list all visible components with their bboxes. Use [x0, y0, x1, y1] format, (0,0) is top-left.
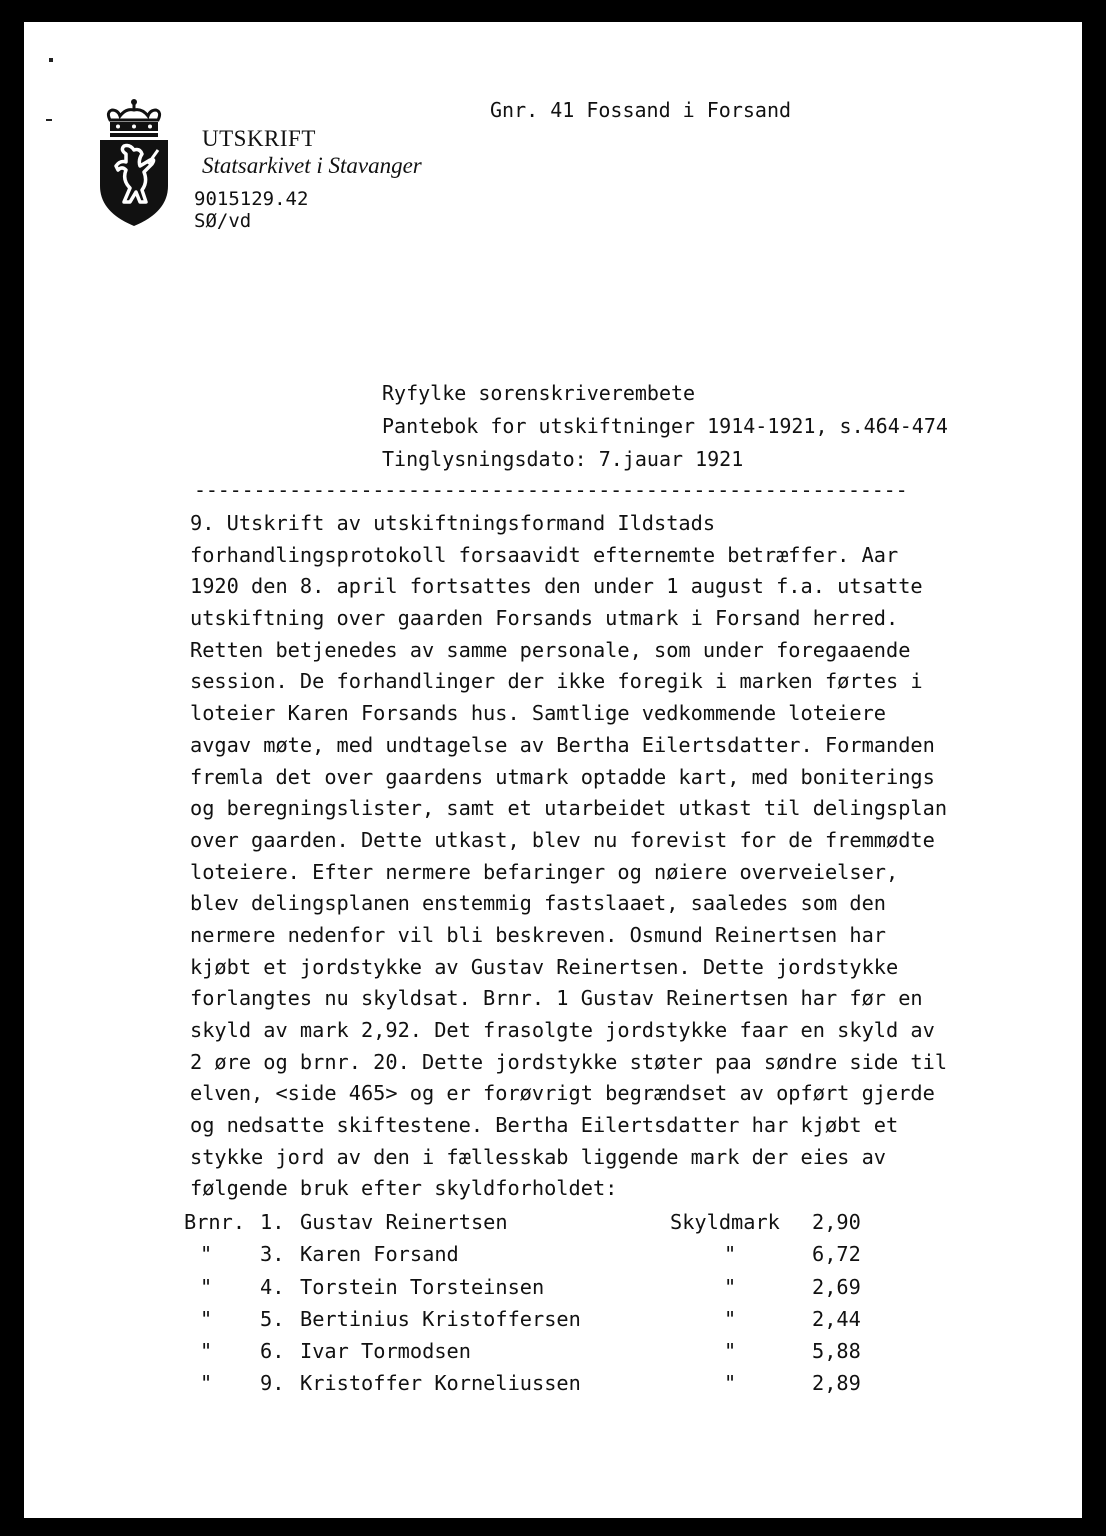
- row-unit: ": [724, 1242, 737, 1267]
- body-text: [190, 508, 947, 1205]
- row-value: 2,89: [812, 1371, 861, 1396]
- row-name: Ivar Tormodsen: [300, 1339, 471, 1364]
- row-name: Torstein Torsteinsen: [300, 1274, 545, 1299]
- row-name: Karen Forsand: [300, 1242, 459, 1267]
- row-value: 2,90: [812, 1210, 861, 1234]
- row-number: 6.: [260, 1339, 285, 1364]
- row-name: Kristoffer Korneliussen: [300, 1371, 581, 1396]
- body-line: og nedsatte skiftestene. Bertha Eilertsdatter har kjøbt et: [190, 1113, 899, 1138]
- document-page: [24, 22, 1082, 1518]
- divider-line: ------------------------------------------------------------: [194, 478, 908, 502]
- row-prefix: ": [200, 1339, 213, 1364]
- body-line: og beregningslister, samt et utarbeidet utkast til delingsplan: [190, 796, 948, 821]
- body-line: forlangtes nu skyldsat. Brnr. 1 Gustav Reinertsen har før en: [190, 986, 923, 1011]
- source-book: Pantebok for utskiftninger 1914-1921, s.464-474: [382, 414, 948, 438]
- row-number: 9.: [260, 1371, 285, 1396]
- row-name: Bertinius Kristoffersen: [300, 1306, 581, 1331]
- body-line: skyld av mark 2,92. Det frasolgte jordstykke faar en skyld av: [190, 1018, 935, 1042]
- archive-name: Statsarkivet i Stavanger: [202, 153, 422, 178]
- row-unit: ": [724, 1274, 737, 1299]
- row-unit: ": [724, 1306, 737, 1331]
- body-line: over gaarden. Dette utkast, blev nu forevist for de fremmødte: [190, 827, 935, 852]
- body-line: følgende bruk efter skyldforholdet:: [190, 1176, 618, 1201]
- row-unit: ": [724, 1371, 737, 1396]
- property-heading: Gnr. 41 Fossand i Forsand: [490, 98, 792, 122]
- body-line: blev delingsplanen enstemmig fastslaaet, saaledes som den: [190, 891, 886, 916]
- initials: SØ/vd: [194, 210, 252, 232]
- row-number: 5.: [260, 1306, 285, 1331]
- row-name: Gustav Reinertsen: [300, 1210, 508, 1234]
- row-number: 4.: [260, 1274, 285, 1299]
- row-number: 3.: [260, 1242, 285, 1267]
- body-line: 9. Utskrift av utskiftningsformand Ildstads: [190, 511, 716, 535]
- body-line: avgav møte, med undtagelse av Bertha Eilertsdatter. Formanden: [190, 732, 935, 757]
- row-prefix: ": [200, 1306, 213, 1331]
- reference-number: 9015129.42: [194, 188, 309, 210]
- row-number: 1.: [260, 1210, 285, 1234]
- row-prefix: ": [200, 1371, 213, 1396]
- body-line: stykke jord av den i fællesskab liggende mark der eies av: [190, 1144, 886, 1169]
- body-line: elven, <side 465> og er forøvrigt begrændset av opført gjerde: [190, 1081, 935, 1106]
- body-line: fremla det over gaardens utmark optadde kart, med boniterings: [190, 764, 935, 789]
- body-line: Retten betjenedes av samme personale, som under foregaaende: [190, 637, 911, 662]
- body-line: nermere nedenfor vil bli beskreven. Osmund Reinertsen har: [190, 922, 886, 947]
- scan-mark: [49, 58, 53, 62]
- coat-of-arms-icon: [98, 98, 170, 228]
- scan-mark: [46, 119, 52, 121]
- body-line: 1920 den 8. april fortsattes den under 1 august f.a. utsatte: [190, 574, 923, 599]
- row-value: 2,69: [812, 1274, 861, 1299]
- document-title: UTSKRIFT: [202, 126, 316, 151]
- row-prefix: ": [200, 1242, 213, 1267]
- body-line: utskiftning over gaarden Forsands utmark i Forsand herred.: [190, 606, 899, 631]
- row-unit: ": [724, 1339, 737, 1364]
- body-line: loteiere. Efter nermere befaringer og nøiere overveielser,: [190, 859, 899, 884]
- body-line: forhandlingsprotokoll forsaavidt efternemte betræffer. Aar: [190, 542, 899, 567]
- row-prefix: Brnr.: [184, 1210, 246, 1234]
- row-value: 6,72: [812, 1242, 861, 1267]
- body-line: kjøbt et jordstykke av Gustav Reinertsen. Dette jordstykke: [190, 954, 899, 979]
- row-value: 5,88: [812, 1339, 861, 1364]
- row-unit: Skyldmark: [670, 1210, 780, 1234]
- body-line: loteier Karen Forsands hus. Samtlige vedkommende loteiere: [190, 701, 886, 726]
- body-line: 2 øre og brnr. 20. Dette jordstykke støter paa søndre side til: [190, 1049, 948, 1074]
- registration-date: Tinglysningsdato: 7.jauar 1921: [382, 447, 744, 471]
- row-value: 2,44: [812, 1306, 861, 1331]
- court-office: Ryfylke sorenskriverembete: [382, 381, 696, 405]
- body-line: session. De forhandlinger der ikke foregik i marken førtes i: [190, 669, 923, 694]
- row-prefix: ": [200, 1274, 213, 1299]
